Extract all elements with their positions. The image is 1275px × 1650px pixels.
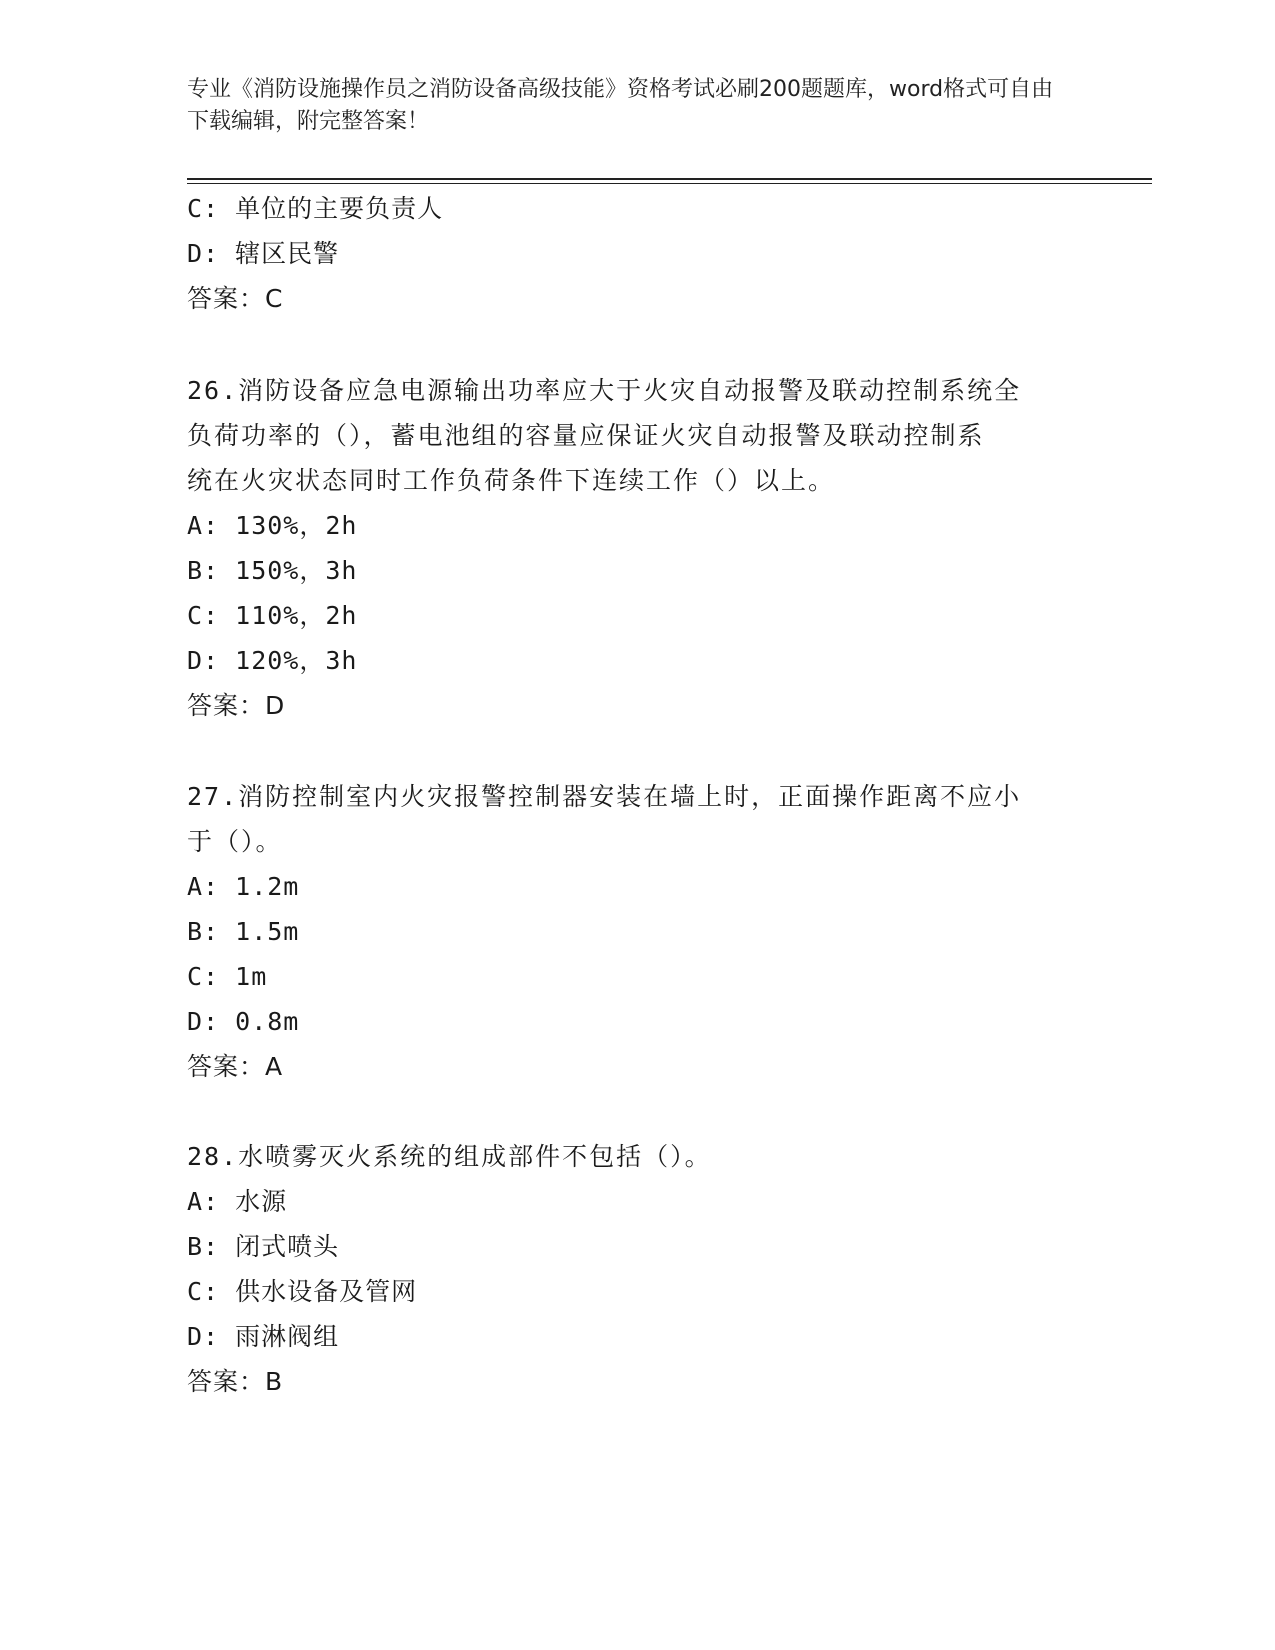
q26-option-d: D: 120%，3h	[187, 646, 358, 675]
q25-option-d: D: 辖区民警	[187, 239, 340, 268]
q28-option-c: C: 供水设备及管网	[187, 1277, 418, 1306]
q26-option-c: C: 110%，2h	[187, 601, 358, 630]
q28-option-a: A: 水源	[187, 1187, 288, 1216]
q27-answer: 答案：A	[187, 1052, 284, 1081]
q25-answer: 答案：C	[187, 284, 284, 313]
q27-text-line-1: 27.消防控制室内火灾报警控制器安装在墙上时，正面操作距离不应小	[187, 782, 1022, 811]
q27-option-c: C: 1m	[187, 962, 268, 991]
q27-option-a: A: 1.2m	[187, 872, 300, 901]
q26-option-b: B: 150%，3h	[187, 556, 358, 585]
q26-text-line-1: 26.消防设备应急电源输出功率应大于火灾自动报警及联动控制系统全	[187, 376, 1022, 405]
q28-answer: 答案：B	[187, 1367, 284, 1396]
q26-text-line-3: 统在火灾状态同时工作负荷条件下连续工作（）以上。	[187, 466, 836, 495]
header-divider-thin	[187, 183, 1152, 184]
page-header: 专业《消防设施操作员之消防设备高级技能》资格考试必刷200题题库，word格式可自由下载编辑，附完整答案！	[187, 77, 1054, 134]
q28-option-b: B: 闭式喷头	[187, 1232, 340, 1261]
q26-option-a: A: 130%，2h	[187, 511, 358, 540]
q27-option-b: B: 1.5m	[187, 917, 300, 946]
q26-text-line-2: 负荷功率的（），蓄电池组的容量应保证火灾自动报警及联动控制系	[187, 421, 985, 450]
q27-option-d: D: 0.8m	[187, 1007, 300, 1036]
q27-text-line-2: 于（）。	[187, 827, 283, 856]
q28-option-d: D: 雨淋阀组	[187, 1322, 340, 1351]
q25-option-c: C: 单位的主要负责人	[187, 194, 444, 223]
q26-answer: 答案：D	[187, 691, 286, 720]
header-divider-thick	[187, 178, 1152, 180]
q28-text-line-1: 28.水喷雾灭火系统的组成部件不包括（）。	[187, 1142, 712, 1171]
